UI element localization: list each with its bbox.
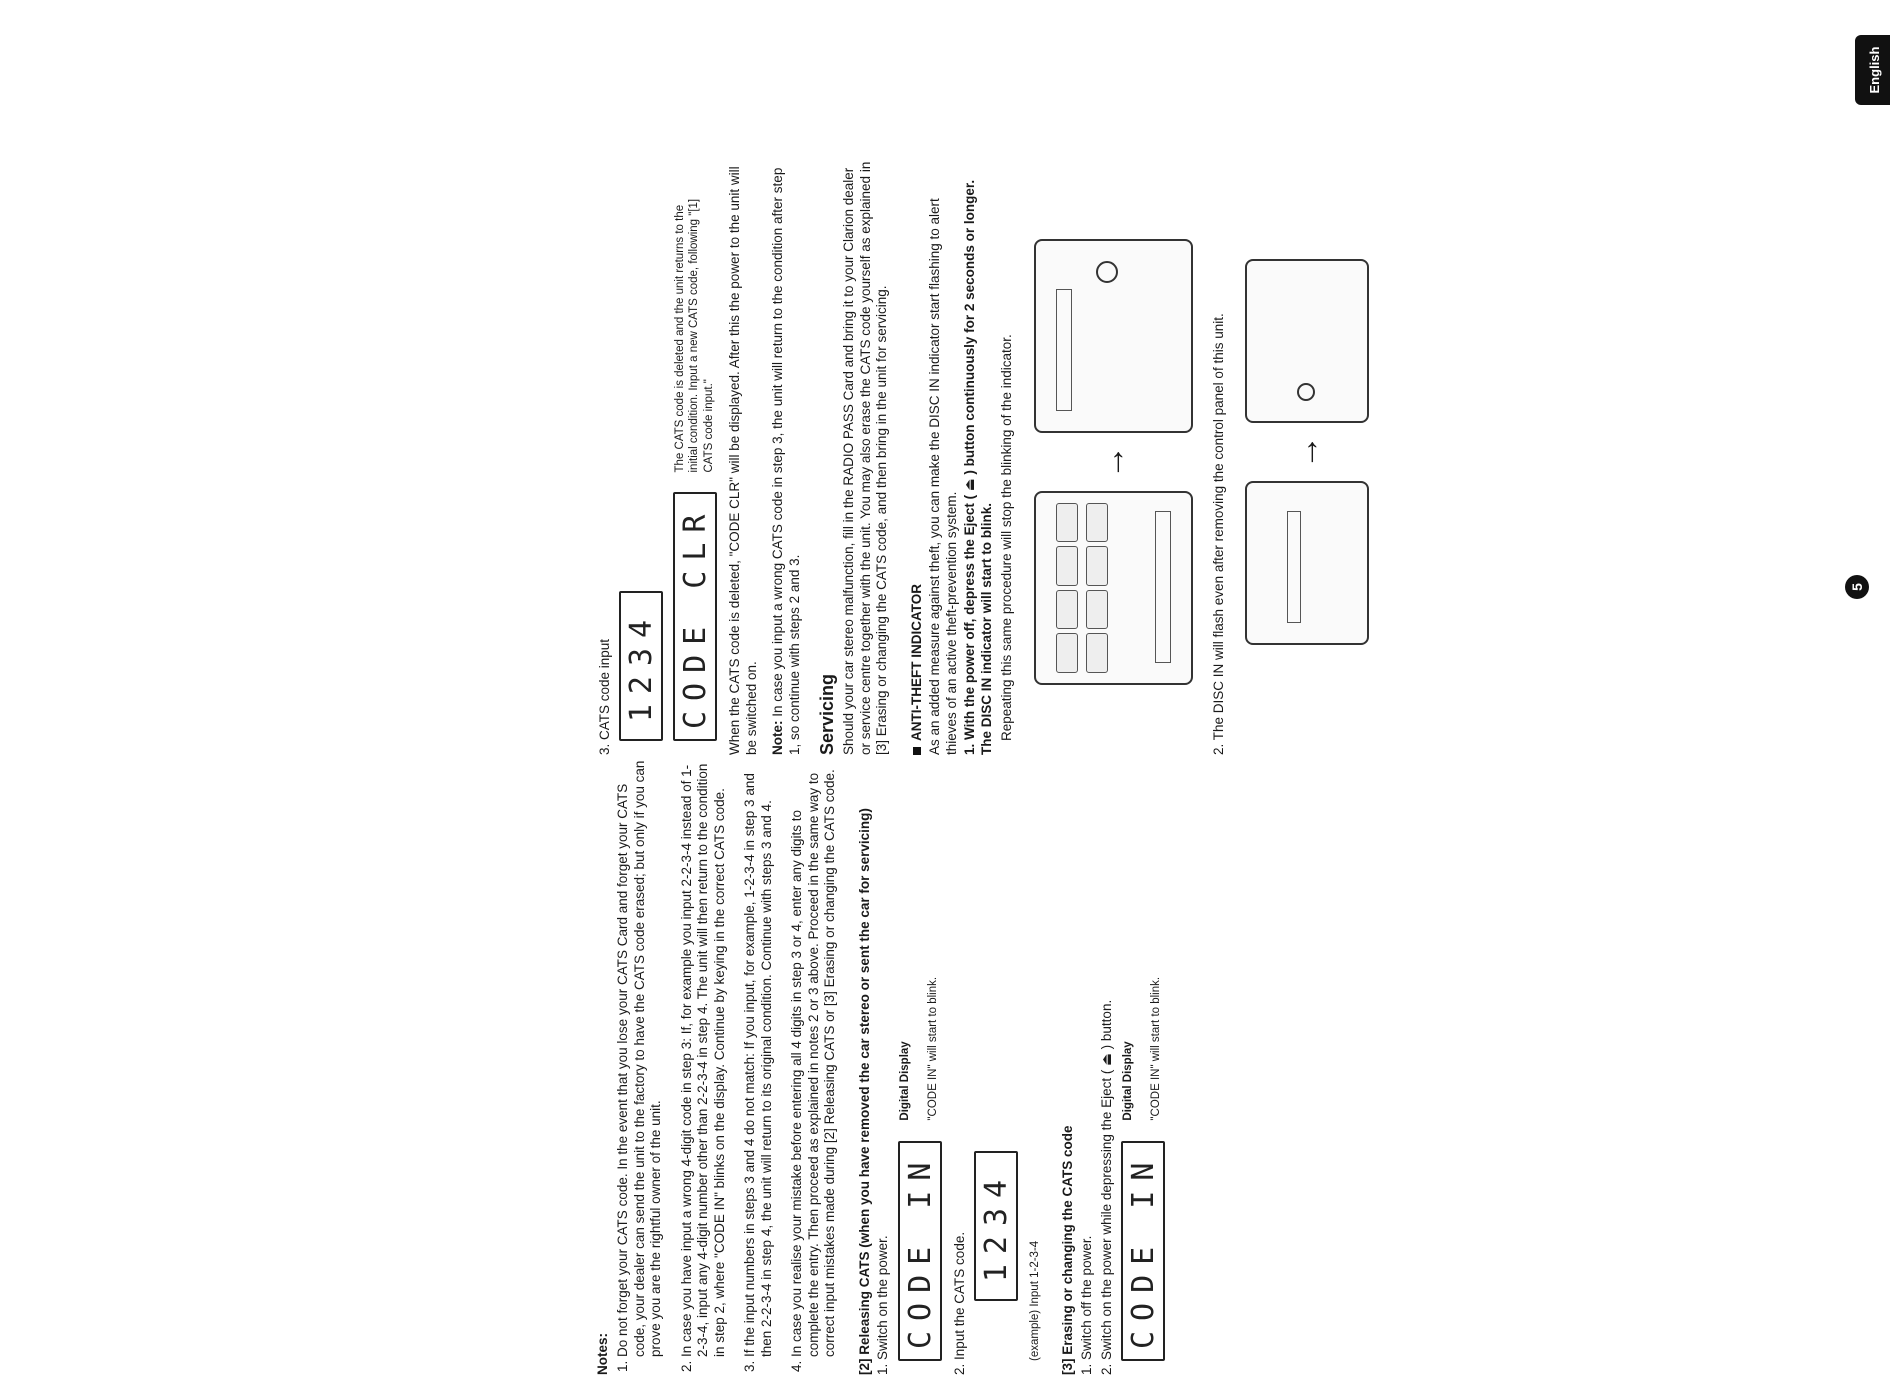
panel-button-row — [1086, 503, 1108, 673]
disc-slot — [1287, 511, 1301, 623]
releasing-step-1: 1. Switch on the power. — [875, 1235, 891, 1375]
lcd-display-code-in: CODE IN — [898, 1141, 942, 1361]
note-item: 2. In case you have input a wrong 4-digit code in step 3: If, for example you input 2-2-3-4 instead of 1-2-3-4, input any 4-digit number other than 2-2-3-4 in step 4. The unit will then return to the condition in step 2, where "CODE IN" blinks on the display. Continue by keying in the correct CATS code. — [679, 760, 728, 1357]
detached-panel-illustration — [1245, 481, 1369, 645]
disc-slot — [1056, 289, 1072, 411]
erasing-step-1: 1. Switch off the power. — [1078, 1235, 1094, 1375]
arrow-up-icon: → — [1287, 435, 1326, 469]
anti-theft-step-1: 1. With the power off, depress the Eject ( ⏏ ) button continuously for 2 seconds or longer. The DISC IN indicator will start to blink. — [962, 179, 994, 755]
code-in-blink-caption: "CODE IN" will start to blink. — [1150, 976, 1163, 1121]
lcd-display-1234: 1234 — [619, 591, 663, 741]
display-caption — [898, 977, 940, 1121]
notes-title: Notes: — [595, 1332, 610, 1375]
code-clr-display-row — [673, 155, 717, 741]
releasing-step-2: 2. Input the CATS code. — [951, 1231, 967, 1375]
section-releasing-cats-title: [2] Releasing CATS (when you have removed the car stereo or sent the car for servicing) — [856, 808, 872, 1375]
panel-button-row — [1056, 503, 1078, 673]
unit-without-panel-illustration — [1245, 259, 1369, 423]
note-item: 4. In case you realise your mistake before entering all 4 digits in step 3 or 4, enter any digits to complete the entry. Then proceed as explained in notes 2 or 3 above. Proceed in the same way to correct input mistakes made during [2] Releasing CATS or [3] Erasing or changing the CATS code. — [789, 760, 838, 1357]
releasing-display-row-2 — [974, 760, 1018, 1361]
eject-illustration — [1034, 155, 1193, 685]
digital-display-label: Digital Display — [898, 1041, 911, 1121]
note-item: 1. Do not forget your CATS code. In the event that you lose your CATS Card and forget your CATS code, your dealer can send the unit to the factory to have the CATS code erased; but only if you can prove you are the rightful owner of the unit. — [615, 760, 664, 1357]
digital-display-label: Digital Display — [1122, 1041, 1135, 1121]
manual-page — [445, 161, 1890, 1375]
servicing-text: Should your car stereo malfunction, fill in the RADIO PASS Card and bring it to your Clarion dealer or service centre together with the unit. You may also erase the CATS code yourself as explained in [3] Erasing or changing the CATS code, and then bring in the unit for servicing. — [841, 161, 890, 755]
disc-in-indicator-illustration — [1034, 239, 1193, 433]
releasing-display-row-1 — [898, 760, 942, 1361]
anti-theft-heading — [909, 155, 925, 755]
panel-removed-illustration — [1245, 155, 1369, 645]
note-text: In case you input a wrong CATS code in step 3, the unit will return to the condition after step 1, so continue with steps 2 and 3. — [770, 167, 802, 755]
left-column — [595, 760, 1890, 1375]
lcd-display-1234: 1234 — [974, 1151, 1018, 1301]
notes-list — [615, 760, 838, 1375]
arrow-up-icon: → — [1094, 445, 1133, 479]
cats-input-display-row — [619, 155, 663, 741]
anti-theft-title: ANTI-THEFT INDICATOR — [908, 584, 924, 741]
erasing-step-2: 2. Switch on the power while depressing the Eject ( ⏏ ) button. — [1098, 999, 1114, 1375]
lcd-display-code-in: CODE IN — [1121, 1141, 1165, 1361]
erasing-display-row — [1121, 760, 1165, 1361]
anti-theft-step-1-note: Repeating this same procedure will stop the blinking of the indicator. — [999, 334, 1015, 741]
car-stereo-front-panel-illustration — [1034, 491, 1193, 685]
language-tab: English — [1855, 35, 1890, 105]
display-caption — [1121, 977, 1163, 1121]
section-erasing-title: [3] Erasing or changing the CATS code — [1060, 1125, 1076, 1375]
anti-theft-intro: As an added measure against theft, you can make the DISC IN indicator start flashing to alert thieves of an active theft-prevention system. — [927, 198, 959, 755]
lcd-display-code-clr: CODE CLR — [673, 493, 717, 742]
note-label: Note: — [770, 720, 786, 755]
cats-code-input-step: 3. CATS code input — [597, 638, 612, 755]
code-deleted-text: When the CATS code is deleted, "CODE CLR" will be displayed. After this the power to the unit will be switched on. — [727, 166, 759, 755]
disc-slot — [1155, 511, 1171, 663]
code-in-blink-caption: "CODE IN" will start to blink. — [926, 976, 939, 1121]
disc-in-indicator-icon — [1096, 261, 1118, 283]
disc-in-indicator-icon — [1297, 383, 1315, 401]
page-number: 5 — [1845, 575, 1869, 599]
example-input-caption: (example) Input 1-2-3-4 — [1029, 1240, 1042, 1361]
code-clr-caption: The CATS code is deleted and the unit returns to the initial condition. Input a new CATS code, following "[1] CATS code input." — [674, 198, 715, 473]
note-paragraph — [770, 155, 803, 755]
bullet-square-icon — [913, 747, 921, 755]
servicing-heading: Servicing — [817, 673, 838, 755]
anti-theft-step-2: 2. The DISC IN will flash even after removing the control panel of this unit. — [1210, 313, 1226, 755]
note-item: 3. If the input numbers in steps 3 and 4 do not match: If you input, for example, 1-2-3-4 in step 3 and then 2-2-3-4 in step 4, the unit will return to its original condition. Continue with steps 3 and 4. — [742, 760, 775, 1357]
right-column — [595, 155, 1890, 755]
